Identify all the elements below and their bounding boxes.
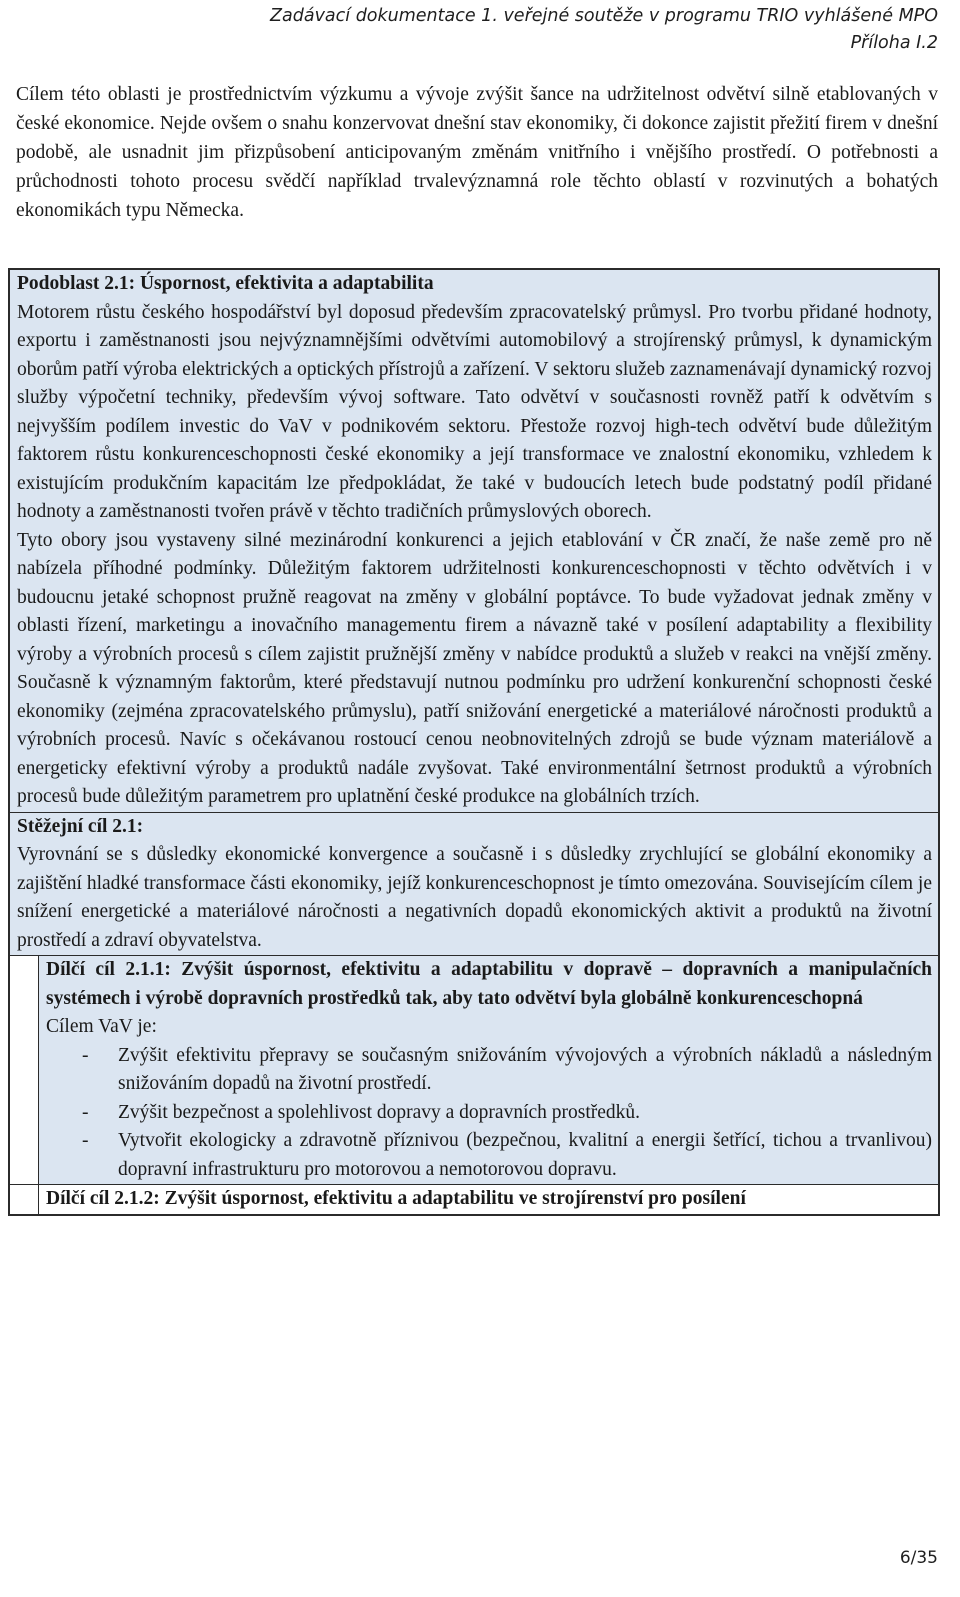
list-item [46, 1042, 932, 1099]
subgoal-1-title: Dílčí cíl 2.1.1: Zvýšit úspornost, efektivitu a adaptabilitu v dopravě – dopravních a manipulačních systémech i výrobě dopravních prostředků tak, aby tato odvětví byla globálně konkurenceschopná [46, 959, 932, 1009]
subgoal-1-cell [39, 956, 938, 1184]
subregion-table [8, 268, 940, 1216]
subgoal-1-row [10, 955, 938, 1184]
intro-section [16, 80, 938, 225]
list-bullet: - [82, 1130, 89, 1151]
subregion-title: Podoblast 2.1: Úspornost, efektivita a adaptabilita [17, 273, 434, 294]
header-title: Zadávací dokumentace 1. veřejné soutěže v programu TRIO vyhlášené MPO [270, 6, 938, 26]
subregion-cell [10, 270, 938, 812]
core-goal-title: Stěžejní cíl 2.1: [17, 815, 144, 837]
subgoal-1-lead: Cílem VaV je: [46, 1016, 157, 1037]
subgoal-2-title: Dílčí cíl 2.1.2: Zvýšit úspornost, efektivitu a adaptabilitu ve strojírenství pro posílení [46, 1188, 746, 1209]
core-goal-cell [10, 812, 938, 956]
subregion-paragraph-2: Tyto obory jsou vystaveny silné mezinárodní konkurenci a jejich etablování v ČR značí, že naše země pro ně nabízela příhodné podmínky. Důležitým faktorem udržitelnosti konkurenceschopnosti v těchto odvětvích i v budoucnu jetaké schopnost pružně reagovat na změny v globální poptávce. To bude vyžadovat jednak změny v oblasti řízení, marketingu a inovačního managementu firem a návazně také v posílení adaptability a flexibility výroby a výrobních procesů s cílem zajistit pružnější změny v nabídce produktů a služeb v reakci na vnější změny. Současně k významným faktorům, které představují nutnou podmínku pro udržení konkurenční schopnosti české ekonomiky (zejména zpracovatelského průmyslu), patří snižování energetické a materiálové náročnosti produktů a výrobních procesů. Navíc s očekávanou rostoucí cenou neobnovitelných zdrojů se bude význam materiálově a energeticky efektivní výroby a produktů nadále zvyšovat. Také environmentální šetrnost produktů a výrobních procesů bude důležitým parametrem pro uplatnění české produkce na globálních trzích. [17, 529, 932, 807]
list-item-text: Zvýšit bezpečnost a spolehlivost dopravy a dopravních prostředků. [118, 1101, 641, 1123]
subgoal-1-list [46, 1042, 932, 1185]
list-bullet: - [82, 1044, 89, 1066]
list-item [46, 1127, 932, 1184]
core-goal-paragraph: Vyrovnání se s důsledky ekonomické konvergence a současně i s důsledky zrychlující se globální ekonomiky a zajištění hladké transformace části ekonomiky, jejíž konkurenceschopnost je tímto omezována. Souvisejícím cílem je snížení energetické a materiálové náročnosti a negativních dopadů ekonomických aktivit a produktů na životní prostředí a zdraví obyvatelstva. [17, 844, 932, 951]
page-number: 6/35 [899, 1548, 938, 1568]
intro-paragraph: Cílem této oblasti je prostřednictvím výzkumu a vývoje zvýšit šance na udržitelnost odvětví silně etablovaných v české ekonomice. Nejde ovšem o snahu konzervovat dnešní stav ekonomiky, či dokonce zajistit přežití firem v dnešní podobě, ale usnadnit jim přizpůsobení anticipovaným změnám vnitřního i vnějšího prostředí. O potřebnosti a průchodnosti tohoto procesu svědčí například trvalevýznamná role těchto oblastí v rozvinutých a bohatých ekonomikách typu Německa. [16, 84, 938, 221]
subgoal-2-row [10, 1184, 938, 1214]
list-item [46, 1099, 932, 1128]
document-header [270, 3, 938, 57]
subgoal-1-indent [10, 956, 39, 1184]
list-item-text: Vytvořit ekologicky a zdravotně příznivou (bezpečnou, kvalitní a energii šetřící, tichou a trvanlivou) dopravní infrastrukturu pro motorovou a nemotorovou dopravu. [118, 1130, 932, 1180]
subregion-paragraph-1: Motorem růstu českého hospodářství byl doposud především zpracovatelský průmysl. Pro tvorbu přidané hodnoty, exportu i zaměstnanosti jsou nejvýznamnějšími odvětvími automobilový a strojírenský průmysl, k dynamickým oborům patří výroba elektrických a optických přístrojů a zařízení. V sektoru služeb zaznamenávají dynamický rozvoj služby výpočetní techniky, především vývoj software. Tato odvětví v současnosti rovněž patří k odvětvím s nejvyšším podílem investic do VaV v podnikovém sektoru. Přestože rozvoj high-tech odvětví bude důležitým faktorem růstu konkurenceschopnosti české ekonomiky a její transformace ve znalostní ekonomiku, vzhledem k existujícím produkčním kapacitám lze předpokládat, že také v budoucích letech bude podstatný podíl přidané hodnoty a zaměstnanosti tvořen právě v těchto tradičních průmyslových oborech. [17, 301, 932, 522]
subgoal-2-cell [39, 1185, 938, 1214]
list-item-text: Zvýšit efektivitu přepravy se současným snižováním vývojových a výrobních nákladů a následným snižováním dopadů na životní prostředí. [118, 1044, 932, 1094]
subgoal-2-indent [10, 1185, 39, 1214]
list-bullet: - [82, 1101, 89, 1123]
header-annex: Příloha I.2 [850, 33, 938, 53]
